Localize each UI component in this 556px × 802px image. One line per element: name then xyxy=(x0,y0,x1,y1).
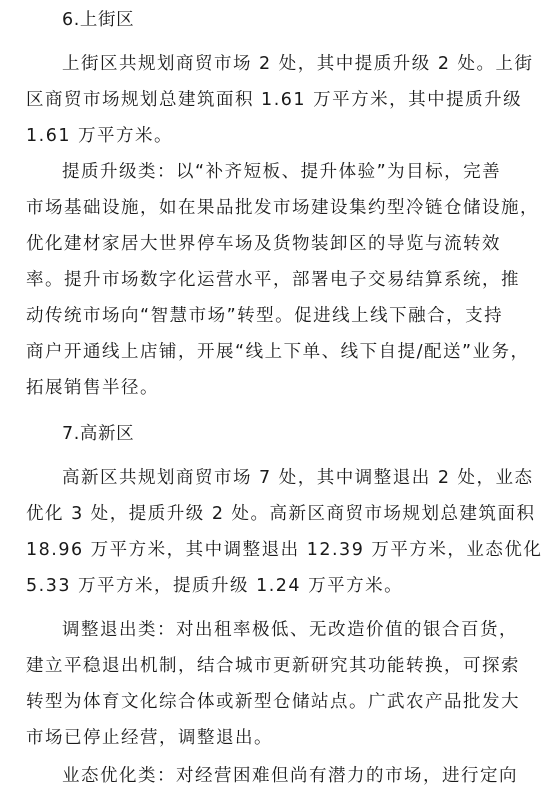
paragraph-line: 拓展销售半径。 xyxy=(26,378,159,398)
paragraph-line: 动传统市场向“智慧市场”转型。促进线上线下融合，支持 xyxy=(26,306,504,326)
paragraph-line: 上街区共规划商贸市场 2 处，其中提质升级 2 处。上街 xyxy=(62,54,534,74)
paragraph-line: 区商贸市场规划总建筑面积 1.61 万平方米，其中提质升级 xyxy=(26,90,523,110)
paragraph-line: 高新区共规划商贸市场 7 处，其中调整退出 2 处，业态 xyxy=(62,468,534,488)
paragraph-line: 提质升级类：以“补齐短板、提升体验”为目标，完善 xyxy=(62,162,502,182)
paragraph-line: 转型为体育文化综合体或新型仓储站点。广武农产品批发大 xyxy=(26,692,520,712)
paragraph-line: 率。提升市场数字化运营水平，部署电子交易结算系统，推 xyxy=(26,270,520,290)
paragraph-line: 5.33 万平方米，提质升级 1.24 万平方米。 xyxy=(26,576,404,596)
section-heading-gaoxin: 7.高新区 xyxy=(62,424,135,444)
paragraph-line: 调整退出类：对出租率极低、无改造价值的银合百货， xyxy=(62,620,518,640)
section-heading-shangjie: 6.上街区 xyxy=(62,10,135,30)
paragraph-line: 市场已停止经营，调整退出。 xyxy=(26,728,273,748)
paragraph-line: 优化 3 处，提质升级 2 处。高新区商贸市场规划总建筑面积 xyxy=(26,504,536,524)
paragraph-line: 业态优化类：对经营困难但尚有潜力的市场，进行定向 xyxy=(62,766,518,786)
paragraph-line: 优化建材家居大世界停车场及货物装卸区的导览与流转效 xyxy=(26,234,501,254)
paragraph-line: 市场基础设施，如在果品批发市场建设集约型冷链仓储设施， xyxy=(26,198,539,218)
paragraph-line: 18.96 万平方米，其中调整退出 12.39 万平方米，业态优化 xyxy=(26,540,543,560)
paragraph-line: 1.61 万平方米。 xyxy=(26,126,174,146)
paragraph-line: 建立平稳退出机制，结合城市更新研究其功能转换，可探索 xyxy=(26,656,520,676)
paragraph-line: 商户开通线上店铺，开展“线上下单、线下自提/配送”业务， xyxy=(26,342,530,362)
